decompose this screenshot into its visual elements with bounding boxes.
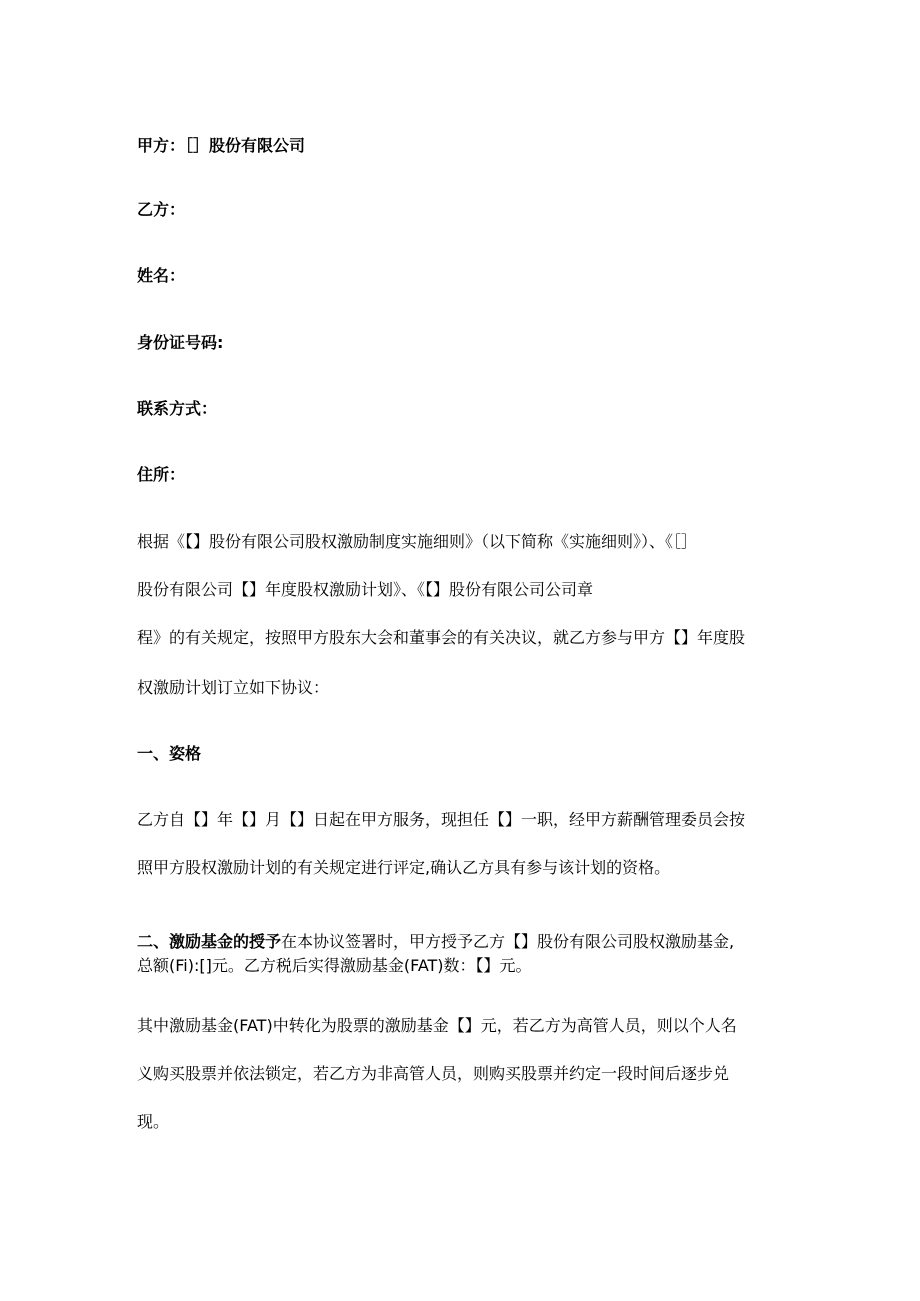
preamble-line-3: 程》的有关规定，按照甲方股东大会和董事会的有关决议，就乙方参与甲方【】年度股 — [137, 628, 746, 647]
section-2-line-1-text: 在本协议签署时，甲方授予乙方【】股份有限公司股权激励基金, — [281, 932, 735, 951]
contact-line: 联系方式： — [137, 399, 218, 418]
section-2-para-2-line-3: 现。 — [137, 1112, 170, 1131]
party-b-line: 乙方： — [137, 200, 186, 219]
section-1-heading: 一、姿格 — [137, 744, 202, 763]
section-2-para-2-line-2: 义购买股票并依法锁定，若乙方为非高管人员，则购买股票并约定一段时间后逐步兑 — [137, 1064, 730, 1083]
section-1-line-1: 乙方自【】年【】月【】日起在甲方服务，现担任【】一职，经甲方薪酬管理委员会按 — [137, 810, 746, 829]
preamble-line-4: 权激励计划订立如下协议： — [137, 678, 330, 697]
section-1-line-2: 照甲方股权激励计划的有关规定进行评定,确认乙方具有参与该计划的资格。 — [137, 858, 671, 877]
section-2-heading: 二、激励基金的授予 — [137, 932, 282, 951]
section-2-line-2: 总额(Fi):[]元。乙方税后实得激励基金(FAT)数：【】元。 — [137, 956, 532, 975]
preamble-line-2: 股份有限公司【】年度股权激励计划》、《【】股份有限公司公司章 — [137, 580, 594, 599]
party-a-line: 甲方：［］股份有限公司 — [137, 136, 306, 155]
section-2-first-line — [137, 932, 734, 952]
preamble-line-1: 根据《【】股份有限公司股权激励制度实施细则》（以下简称《实施细则》）、《［］ — [137, 532, 698, 551]
name-line: 姓名： — [137, 266, 186, 285]
address-line: 住所： — [137, 465, 186, 484]
section-2-para-2-line-1: 其中激励基金(FAT)中转化为股票的激励基金【】元，若乙方为高管人员，则以个人名 — [137, 1016, 737, 1035]
id-number-line: 身份证号码: — [137, 333, 224, 352]
